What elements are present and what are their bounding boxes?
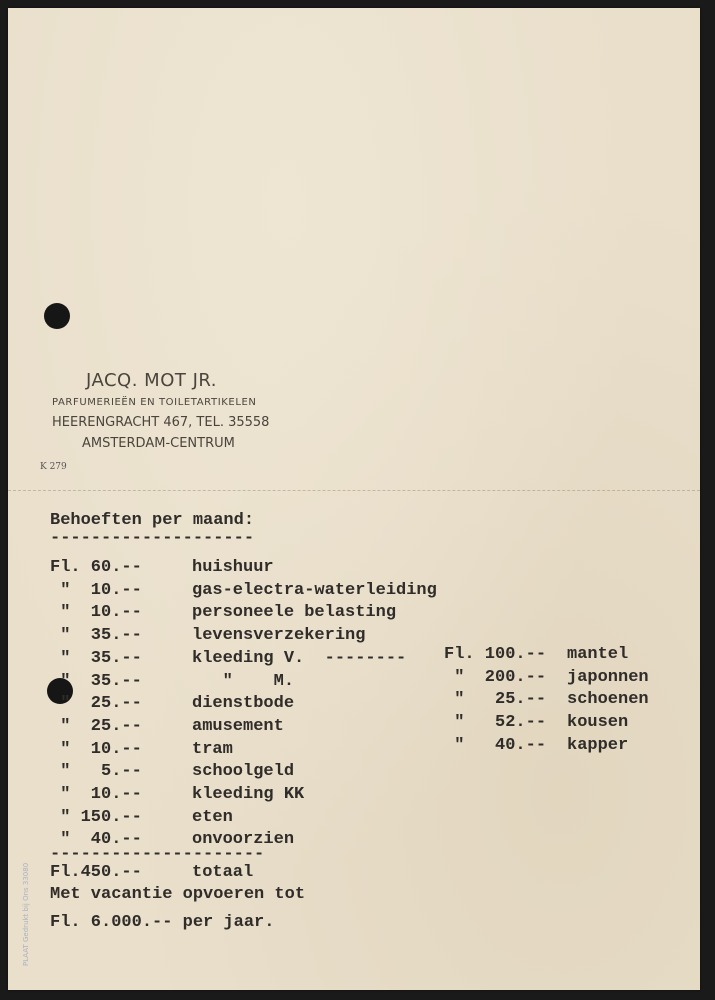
budget-label: gas-electra-waterleiding [192, 580, 437, 600]
budget-label: kleeding KK [192, 785, 305, 804]
budget-amount: " 25.-- [50, 694, 142, 714]
budget-amount: " 35.-- [50, 626, 142, 646]
holiday-line: Met vacantie opvoeren tot [50, 885, 306, 904]
budget-amount: " 35.-- [50, 648, 142, 668]
clothing-label: schoenen [567, 690, 649, 710]
budget-label: dienstbode [192, 694, 295, 714]
company-name: JACQ. MOT JR. [86, 370, 217, 391]
budget-label: personeele belasting [192, 603, 397, 623]
budget-row [8, 558, 700, 578]
clothing-row [8, 690, 700, 710]
budget-row [8, 603, 700, 623]
clothing-label: kousen [567, 713, 629, 733]
budget-amount: Fl. 60.-- [50, 558, 142, 577]
budget-label: tram [192, 739, 233, 759]
document-page [8, 8, 700, 990]
budget-label: huishuur [192, 558, 274, 577]
clothing-label: kapper [567, 735, 629, 755]
clothing-amount: Fl. 100.-- [444, 645, 547, 664]
total-label: totaal [192, 863, 254, 882]
budget-amount: " 10.-- [50, 785, 142, 804]
clothing-amount: " 40.-- [444, 735, 547, 755]
budget-amount: " 25.-- [50, 716, 142, 736]
budget-row [8, 581, 700, 601]
budget-row [8, 808, 700, 828]
budget-amount: " 35.-- [50, 671, 142, 691]
budget-amount: " 10.-- [50, 739, 142, 759]
clothing-amount: " 52.-- [444, 713, 547, 733]
company-trade: PARFUMERIEËN EN TOILETARTIKELEN [52, 397, 257, 408]
clothing-row [8, 645, 700, 665]
budget-label: kleeding V. -------- [192, 648, 407, 668]
budget-amount: " 10.-- [50, 580, 142, 600]
company-address: HEERENGRACHT 467, TEL. 35558 [52, 415, 270, 430]
total-amount: Fl.450.-- [50, 863, 142, 882]
budget-row [8, 762, 700, 782]
budget-heading: Behoeften per maand: [50, 511, 255, 530]
clothing-row [8, 736, 700, 756]
budget-amount: " 150.-- [50, 807, 142, 827]
heading-rule: -------------------- [50, 529, 255, 548]
clothing-label: mantel [567, 645, 629, 664]
fold-line [8, 490, 700, 491]
printer-stamp: PLAAT Gedrukt bij Ons 33080 [22, 862, 30, 966]
budget-amount: " 40.-- [50, 830, 142, 850]
clothing-amount: " 200.-- [444, 667, 547, 687]
budget-label: levensverzekering [192, 626, 366, 646]
budget-row [8, 626, 700, 646]
budget-label: onvoorzien [192, 830, 295, 850]
budget-label: eten [192, 807, 233, 827]
budget-amount: " 10.-- [50, 603, 142, 623]
company-city: AMSTERDAM-CENTRUM [82, 436, 235, 451]
budget-row [8, 785, 700, 805]
clothing-amount: " 25.-- [444, 690, 547, 710]
punch-hole-top [44, 303, 70, 329]
total-rule: --------------------- [50, 845, 265, 864]
clothing-row [8, 713, 700, 733]
yearly-line: Fl. 6.000.-- per jaar. [50, 913, 275, 932]
clothing-label: japonnen [567, 667, 649, 687]
budget-label: " M. [192, 671, 295, 691]
budget-label: schoolgeld [192, 762, 295, 782]
budget-amount: " 5.-- [50, 762, 142, 782]
reference-number: K 279 [40, 462, 67, 472]
clothing-row [8, 668, 700, 688]
budget-label: amusement [192, 716, 284, 736]
